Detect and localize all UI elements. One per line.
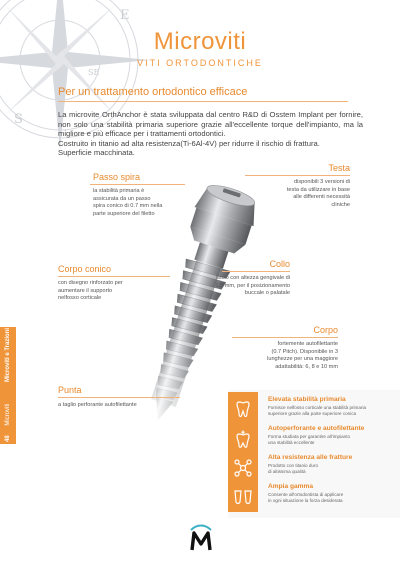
callout-passo-spira-desc xyxy=(93,188,162,218)
callout-desc-line: liscio con altezza gengivale di xyxy=(216,275,290,281)
section-side-tab-text xyxy=(5,328,11,442)
callout-desc-line: a taglio perforante autofilettante xyxy=(58,402,137,408)
callout-desc-line: 1.5 mm, per il posizionamento xyxy=(215,282,290,289)
page-number: 48 xyxy=(5,435,11,443)
callout-desc-line: lunghezze per una maggiore xyxy=(267,356,338,363)
callout-corpo-label: Corpo xyxy=(313,325,338,335)
feature-desc-line: Consente all'ortodontista di applicare xyxy=(268,492,344,497)
callout-desc-line: buccale o palatale xyxy=(244,290,290,297)
callout-corpo-desc xyxy=(267,341,338,371)
callout-passo-spira-label: Passo spira xyxy=(93,172,141,182)
brand-logo xyxy=(188,522,214,552)
compass-southeast-letter: SE xyxy=(88,68,100,77)
callout-desc-line: spira conico di 0.7 mm nella xyxy=(93,203,163,210)
teeth-icon xyxy=(233,486,253,506)
molecule-icon xyxy=(233,458,253,478)
feature-desc xyxy=(268,434,386,446)
callout-desc-line: fortemente autofilettante xyxy=(277,341,338,347)
callout-desc-line: cliniche xyxy=(331,201,350,208)
feature-desc-line: Fornisce nelfosso corticale una stabilità primaria xyxy=(268,405,367,410)
callout-desc-line: adattabilità: 6, 8 e 10 mm xyxy=(275,363,338,370)
features-icon-column xyxy=(228,392,258,512)
callout-corpo-conico-rule xyxy=(58,276,170,277)
section-label: Microviti e Trazioni xyxy=(5,327,11,382)
callout-desc-line: parte superiore del filetto xyxy=(93,210,155,217)
callout-desc-line: con disegno rinforzato per xyxy=(58,280,123,286)
feature-desc-line: Prodotto con titanio duro xyxy=(268,463,319,468)
tooth-plus-icon xyxy=(233,430,253,450)
callout-corpo-conico-label: Corpo conico xyxy=(58,264,112,274)
callout-collo-label: Collo xyxy=(269,259,290,269)
feature-desc xyxy=(268,463,386,475)
intro-paragraph: Superficie macchinata. xyxy=(58,148,135,158)
callout-punta-rule xyxy=(58,397,180,398)
callout-collo-desc xyxy=(215,275,290,298)
feature-desc xyxy=(268,492,386,504)
callout-corpo-conico-desc xyxy=(58,280,123,303)
feature-title: Elevata stabilità primaria xyxy=(268,396,346,403)
category-label: Microviti xyxy=(5,403,11,426)
callout-punta-label: Punta xyxy=(58,385,82,395)
feature-title: Ampia gamma xyxy=(268,483,314,490)
callout-passo-spira-rule xyxy=(90,184,185,185)
compass-south-letter: S xyxy=(14,112,23,127)
callout-punta-desc xyxy=(58,402,137,410)
callout-desc-line: la stabilità primaria è xyxy=(93,188,145,194)
feature-desc-line: in ogni situazione la forza desiderata xyxy=(268,498,343,503)
callout-desc-line: aumentare il supporto xyxy=(58,287,113,294)
callout-testa-desc xyxy=(287,179,350,209)
feature-title: Autoperforante e autofilettante xyxy=(268,425,365,432)
feature-desc-line: di altissima qualità xyxy=(268,469,306,474)
callout-testa-rule xyxy=(245,175,350,176)
intro-divider xyxy=(58,101,348,102)
compass-east-letter: E xyxy=(120,8,130,23)
page-title: Microviti xyxy=(153,28,247,55)
page-subtitle: VITI ORTODONTICHE xyxy=(137,58,263,68)
callout-desc-line: nelfosso corticale xyxy=(58,295,102,302)
feature-title: Alta resistenza alle fratture xyxy=(268,454,353,461)
feature-desc-line: una stabilità eccellente xyxy=(268,440,315,445)
feature-desc-line: superiore grazie alla parte superiore conica xyxy=(268,411,357,416)
callout-desc-line: disponibili 3 versioni di xyxy=(294,179,350,185)
callout-desc-line: testa da utilizzare in base xyxy=(286,186,350,193)
callout-desc-line: (0.7 Pitch). Disponibile in 3 xyxy=(271,348,338,355)
callout-desc-line: assicurata da un passo xyxy=(93,195,151,202)
callout-testa-label: Testa xyxy=(328,163,350,173)
callout-corpo-rule xyxy=(232,337,338,338)
callout-desc-line: alle differenti necessità xyxy=(293,194,350,201)
tooth-icon xyxy=(233,400,253,420)
intro-paragraph: La microvite OrthAnchor è stata sviluppata dal centro R&D di Osstem Implant per fornire, non solo una stabilità primaria superiore grazie all'eccellente torque dell'impianto, ma la migliore e più efficace per i trattamenti ortodontici. xyxy=(58,110,363,139)
intro-paragraph: Costruito in titanio ad alta resistenza(Ti-6Al-4V) per ridurre il rischio di frattura. xyxy=(58,138,320,148)
intro-text xyxy=(58,110,363,158)
feature-desc-line: Forma studiata per garantire all'impianto xyxy=(268,434,351,439)
intro-heading: Per un trattamento ortodontico efficace xyxy=(58,86,248,98)
feature-desc xyxy=(268,405,386,417)
callout-collo-rule xyxy=(222,271,290,272)
